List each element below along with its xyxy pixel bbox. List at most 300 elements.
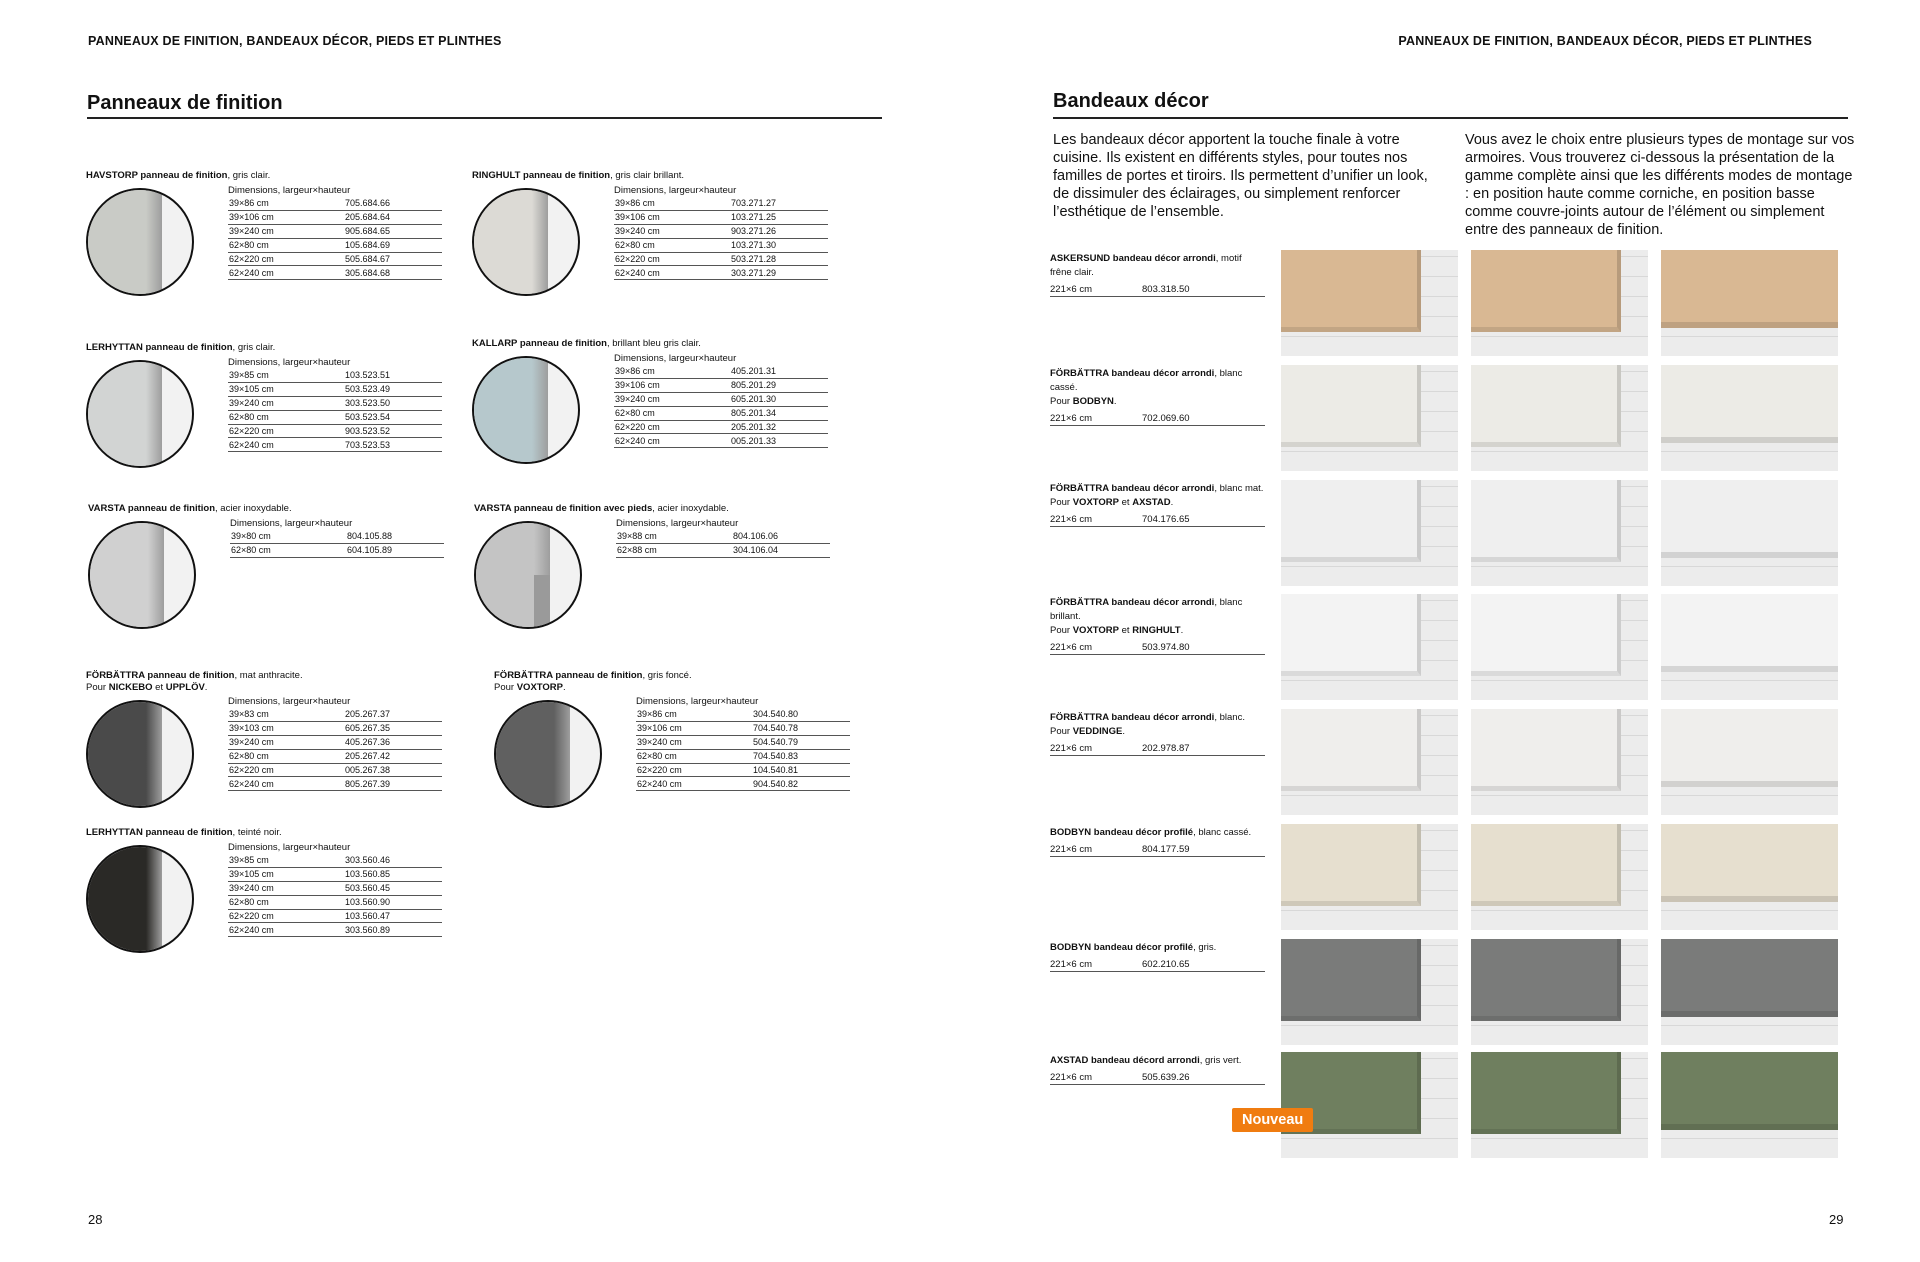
cabinet [1471, 939, 1621, 1021]
product-name: FÖRBÄTTRA panneau de finition [494, 670, 643, 681]
table-row [228, 369, 442, 383]
cabinet [1281, 709, 1421, 791]
panel-sample [88, 521, 164, 629]
bandeau-size: 221×6 cm [1050, 514, 1092, 525]
article-number-cell: 704.540.83 [752, 749, 850, 763]
bandeau-photo [1661, 824, 1838, 930]
cabinet [1661, 939, 1838, 1017]
article-number-cell: 804.106.06 [732, 530, 830, 544]
bandeau-spec-row [1050, 413, 1265, 426]
pour-end: . [563, 682, 566, 693]
table-row [614, 211, 828, 225]
bandeau-size: 221×6 cm [1050, 413, 1092, 424]
bandeau-item [1050, 941, 1265, 972]
bandeau-spec-row [1050, 514, 1265, 527]
table-row [228, 854, 442, 868]
section-rule [87, 117, 882, 119]
product-title [86, 170, 270, 182]
product-name: RINGHULT panneau de finition [472, 170, 611, 181]
bandeau-desc: , gris. [1193, 942, 1217, 953]
bandeau-size: 221×6 cm [1050, 1072, 1092, 1083]
article-number-cell: 103.271.30 [730, 238, 828, 252]
product-name: FÖRBÄTTRA panneau de finition [86, 670, 235, 681]
bandeau-pour: VEDDINGE [1072, 726, 1123, 737]
panel-swatch-image [86, 845, 194, 953]
dimensions-table [614, 197, 828, 280]
article-number-cell: 005.267.38 [344, 763, 442, 777]
right-page [960, 0, 1920, 1262]
table-row [228, 211, 442, 225]
table-row [614, 266, 828, 280]
panel-swatch-image [88, 521, 196, 629]
table-row [614, 225, 828, 239]
article-number-cell: 904.540.82 [752, 777, 850, 791]
bandeau-desc: , blanc mat. [1214, 483, 1264, 494]
bandeau-spec-row [1050, 959, 1265, 972]
cabinet [1471, 824, 1621, 906]
panel-sample [86, 360, 162, 468]
bandeau-photo [1281, 365, 1458, 471]
table-row [614, 197, 828, 211]
product-title [86, 670, 303, 694]
product-forbattra-gris-fonce [494, 670, 874, 820]
panel-swatch-image [472, 188, 580, 296]
bandeau-size: 221×6 cm [1050, 743, 1092, 754]
table-row [228, 197, 442, 211]
article-number-cell: 303.560.89 [344, 923, 442, 937]
article-number-cell: 703.271.27 [730, 197, 828, 211]
bandeau-title [1050, 826, 1265, 840]
cabinet [1471, 365, 1621, 447]
table-row [228, 225, 442, 239]
cabinet [1661, 709, 1838, 787]
table-row [614, 379, 828, 393]
bandeau-pour: VOXTORP et RINGHULT [1072, 625, 1181, 636]
panel-foot [534, 575, 550, 629]
article-number-cell: 605.267.35 [344, 722, 442, 736]
pour-end: . [204, 682, 208, 693]
product-desc: , gris clair. [232, 342, 276, 353]
pour-model: UPPLÖV [165, 682, 205, 693]
table-row [636, 763, 850, 777]
article-number-cell: 103.560.85 [344, 868, 442, 882]
article-number-cell: 704.540.78 [752, 722, 850, 736]
bandeau-photo [1661, 250, 1838, 356]
dimension-cell: 62×220 cm [228, 252, 344, 266]
bandeau-name: FÖRBÄTTRA bandeau décor arrondi [1050, 712, 1215, 723]
bandeau-title: FÖRBÄTTRA bandeau décor arrondi, blanc cassé. Pour BODBYN. [1050, 368, 1243, 407]
article-number-cell: 205.684.64 [344, 211, 442, 225]
article-number-cell: 205.267.37 [344, 708, 442, 722]
dimension-cell: 39×105 cm [228, 383, 344, 397]
dimension-cell: 39×103 cm [228, 722, 344, 736]
dimension-cell: 39×86 cm [614, 197, 730, 211]
section-rule [1053, 117, 1848, 119]
bandeau-photo [1281, 1052, 1458, 1158]
bandeau-spec-row [1050, 844, 1265, 857]
cabinet [1661, 480, 1838, 558]
table-row [636, 722, 850, 736]
bandeau-photo [1471, 365, 1648, 471]
dimension-cell: 62×80 cm [228, 410, 344, 424]
page-header: PANNEAUX DE FINITION, BANDEAUX DÉCOR, PIEDS ET PLINTHES [1398, 34, 1812, 48]
page-number: 28 [88, 1212, 103, 1227]
cabinet [1661, 250, 1838, 328]
cabinet [1281, 594, 1421, 676]
article-number-cell: 703.523.53 [344, 438, 442, 452]
product-name: LERHYTTAN panneau de finition [86, 342, 233, 353]
table-row [614, 420, 828, 434]
product-name: LERHYTTAN panneau de finition [86, 827, 233, 838]
dimension-cell: 62×220 cm [614, 252, 730, 266]
article-number-cell: 103.560.90 [344, 895, 442, 909]
panel-swatch-image [494, 700, 602, 808]
product-desc: , gris clair. [227, 170, 271, 181]
cabinet [1471, 594, 1621, 676]
bandeau-item [1050, 1054, 1265, 1085]
article-number-cell: 805.267.39 [344, 777, 442, 791]
cabinet [1661, 1052, 1838, 1130]
dimension-cell: 62×88 cm [616, 544, 732, 558]
table-row [228, 895, 442, 909]
table-row [228, 882, 442, 896]
bandeau-ref: 704.176.65 [1142, 514, 1190, 525]
product-name: VARSTA panneau de finition avec pieds [474, 503, 653, 514]
dimensions-table [616, 530, 830, 558]
panel-sample [472, 356, 548, 464]
article-number-cell: 505.684.67 [344, 252, 442, 266]
product-desc: , gris clair brillant. [610, 170, 685, 181]
page-number: 29 [1829, 1212, 1844, 1227]
table-row [636, 736, 850, 750]
bandeau-photo [1661, 365, 1838, 471]
bandeau-item [1050, 826, 1265, 857]
intro-right: Vous avez le choix entre plusieurs types de montage sur vos armoires. Vous trouverez ci-dessous la présentation de la gamme complète ainsi que les différents modes de montage : en position haute comme corniche, en position basse comme couvre-joints autour de l’élément ou simplement entre des panneaux de finition. [1465, 132, 1855, 238]
product-name: KALLARP panneau de finition [472, 338, 607, 349]
dimension-cell: 39×105 cm [228, 868, 344, 882]
table-row [228, 383, 442, 397]
pour-model: NICKEBO [108, 682, 153, 693]
page-header: PANNEAUX DE FINITION, BANDEAUX DÉCOR, PIEDS ET PLINTHES [88, 34, 502, 48]
panel-sample [472, 188, 548, 296]
table-row [614, 238, 828, 252]
dimension-cell: 39×106 cm [636, 722, 752, 736]
table-row [228, 909, 442, 923]
bandeau-pour: VOXTORP et AXSTAD [1072, 497, 1171, 508]
panel-swatch-image [472, 356, 580, 464]
dimension-cell: 62×220 cm [636, 763, 752, 777]
cabinet [1661, 824, 1838, 902]
bandeau-name: FÖRBÄTTRA bandeau décor arrondi [1050, 483, 1215, 494]
table-row [636, 749, 850, 763]
product-title [472, 338, 701, 350]
dimension-cell: 62×80 cm [636, 749, 752, 763]
dimension-cell: 62×80 cm [614, 238, 730, 252]
dimension-cell: 62×220 cm [228, 909, 344, 923]
dimensions-header: Dimensions, largeur×hauteur [228, 696, 351, 707]
dimension-cell: 39×86 cm [228, 197, 344, 211]
dimension-cell: 62×240 cm [614, 434, 730, 448]
dimension-cell: 62×220 cm [228, 763, 344, 777]
bandeau-spec-row [1050, 1072, 1265, 1085]
bandeau-title [1050, 252, 1265, 280]
bandeau-photo [1661, 594, 1838, 700]
article-number-cell: 503.523.49 [344, 383, 442, 397]
table-row [228, 266, 442, 280]
product-title [86, 827, 282, 839]
article-number-cell: 905.684.65 [344, 225, 442, 239]
dimension-cell: 39×240 cm [228, 736, 344, 750]
product-title [474, 503, 729, 515]
panel-sample [86, 188, 162, 296]
dimension-cell: 39×86 cm [636, 708, 752, 722]
bandeau-size: 221×6 cm [1050, 959, 1092, 970]
bandeau-photo [1661, 939, 1838, 1045]
dimension-cell: 39×85 cm [228, 854, 344, 868]
bandeau-ref: 202.978.87 [1142, 743, 1190, 754]
article-number-cell: 604.105.89 [346, 544, 444, 558]
table-row [614, 406, 828, 420]
cabinet [1471, 480, 1621, 562]
product-forbattra-anthracite [86, 670, 466, 820]
bandeau-ref: 602.210.65 [1142, 959, 1190, 970]
dimension-cell: 62×80 cm [228, 749, 344, 763]
table-row [636, 777, 850, 791]
bandeau-pour: BODBYN [1072, 396, 1114, 407]
section-title: Panneaux de finition [87, 92, 283, 114]
dimension-cell: 39×240 cm [614, 225, 730, 239]
table-row [230, 544, 444, 558]
dimension-cell: 62×240 cm [228, 438, 344, 452]
article-number-cell: 105.684.69 [344, 238, 442, 252]
dimensions-table [228, 854, 442, 937]
article-number-cell: 103.271.25 [730, 211, 828, 225]
product-desc: , teinté noir. [232, 827, 282, 838]
bandeau-name: FÖRBÄTTRA bandeau décor arrondi [1050, 597, 1215, 608]
article-number-cell: 005.201.33 [730, 434, 828, 448]
bandeau-name: ASKERSUND bandeau décor arrondi [1050, 253, 1216, 264]
bandeau-photo [1471, 939, 1648, 1045]
intro-left: Les bandeaux décor apportent la touche finale à votre cuisine. Ils existent en différents styles, pour toutes nos familles de portes et tiroirs. Ils permettent d’unifier un look, de dissimuler des éclairages, ou simplement renforcer l’esthétique de l’ensemble. [1053, 132, 1428, 220]
article-number-cell: 405.201.31 [730, 365, 828, 379]
article-number-cell: 304.106.04 [732, 544, 830, 558]
table-row [616, 544, 830, 558]
article-number-cell: 804.105.88 [346, 530, 444, 544]
cabinet [1281, 365, 1421, 447]
product-varsta-pieds [474, 503, 854, 653]
bandeau-name: BODBYN bandeau décor profilé [1050, 827, 1194, 838]
article-number-cell: 103.523.51 [344, 369, 442, 383]
article-number-cell: 305.684.68 [344, 266, 442, 280]
dimension-cell: 62×240 cm [228, 777, 344, 791]
dimension-cell: 39×240 cm [228, 225, 344, 239]
table-row [228, 868, 442, 882]
panel-swatch-image [86, 360, 194, 468]
bandeau-title: FÖRBÄTTRA bandeau décor arrondi, blanc. Pour VEDDINGE. [1050, 712, 1245, 737]
product-havstorp [86, 170, 466, 320]
article-number-cell: 303.271.29 [730, 266, 828, 280]
bandeau-spec-row [1050, 743, 1265, 756]
dimension-cell: 62×80 cm [614, 406, 730, 420]
bandeau-desc: , blanc brillant. [1050, 597, 1243, 622]
bandeau-item [1050, 367, 1265, 426]
bandeau-desc: , gris vert. [1199, 1055, 1242, 1066]
article-number-cell: 303.560.46 [344, 854, 442, 868]
cabinet [1281, 939, 1421, 1021]
article-number-cell: 805.201.29 [730, 379, 828, 393]
product-desc: , mat anthracite. [234, 670, 303, 681]
bandeau-photo [1281, 594, 1458, 700]
bandeau-photo [1281, 939, 1458, 1045]
cabinet [1281, 480, 1421, 562]
article-number-cell: 503.560.45 [344, 882, 442, 896]
dimensions-header: Dimensions, largeur×hauteur [616, 518, 739, 529]
pour-prefix: Pour [86, 682, 109, 693]
dimensions-header: Dimensions, largeur×hauteur [228, 842, 351, 853]
bandeau-photo [1661, 709, 1838, 815]
bandeau-title: FÖRBÄTTRA bandeau décor arrondi, blanc mat. Pour VOXTORP et AXSTAD. [1050, 483, 1264, 508]
article-number-cell: 805.201.34 [730, 406, 828, 420]
dimension-cell: 39×106 cm [614, 211, 730, 225]
pour-joiner: et [152, 682, 166, 693]
article-number-cell: 405.267.36 [344, 736, 442, 750]
dimension-cell: 39×240 cm [228, 882, 344, 896]
panel-swatch-image [86, 188, 194, 296]
table-row [614, 393, 828, 407]
article-number-cell: 304.540.80 [752, 708, 850, 722]
bandeau-photo [1471, 594, 1648, 700]
dimension-cell: 39×240 cm [228, 397, 344, 411]
bandeau-title: FÖRBÄTTRA bandeau décor arrondi, blanc brillant. Pour VOXTORP et RINGHULT. [1050, 597, 1243, 636]
dimension-cell: 62×80 cm [230, 544, 346, 558]
table-row [228, 736, 442, 750]
product-name: VARSTA panneau de finition [88, 503, 216, 514]
article-number-cell: 104.540.81 [752, 763, 850, 777]
table-row [228, 410, 442, 424]
product-kallarp [472, 338, 852, 488]
article-number-cell: 205.201.32 [730, 420, 828, 434]
bandeau-photo [1471, 250, 1648, 356]
table-row [228, 424, 442, 438]
bandeau-title [1050, 1054, 1265, 1068]
table-row [228, 777, 442, 791]
table-row [228, 438, 442, 452]
article-number-cell: 504.540.79 [752, 736, 850, 750]
cabinet [1281, 250, 1421, 332]
article-number-cell: 303.523.50 [344, 397, 442, 411]
product-lerhyttan-noir [86, 827, 466, 977]
dimension-cell: 62×220 cm [614, 420, 730, 434]
article-number-cell: 103.560.47 [344, 909, 442, 923]
bandeau-ref: 803.318.50 [1142, 284, 1190, 295]
dimensions-table [228, 369, 442, 452]
bandeau-spec-row [1050, 642, 1265, 655]
bandeau-name: FÖRBÄTTRA bandeau décor arrondi [1050, 368, 1215, 379]
product-desc: , acier inoxydable. [215, 503, 292, 514]
dimension-cell: 62×80 cm [228, 238, 344, 252]
product-title [472, 170, 684, 182]
bandeau-photo [1471, 480, 1648, 586]
bandeau-photo [1661, 1052, 1838, 1158]
table-row [228, 722, 442, 736]
pour-prefix: Pour [494, 682, 517, 693]
dimension-cell: 39×88 cm [616, 530, 732, 544]
product-desc: , acier inoxydable. [652, 503, 729, 514]
section-title: Bandeaux décor [1053, 90, 1209, 112]
panel-sample [86, 700, 162, 808]
dimension-cell: 39×80 cm [230, 530, 346, 544]
bandeau-desc: , blanc cassé. [1050, 368, 1243, 393]
dimensions-table [636, 708, 850, 791]
dimensions-header: Dimensions, largeur×hauteur [636, 696, 759, 707]
bandeau-title [1050, 941, 1265, 955]
panel-sample [494, 700, 570, 808]
dimension-cell: 39×83 cm [228, 708, 344, 722]
product-name: HAVSTORP panneau de finition [86, 170, 228, 181]
bandeau-photo [1281, 709, 1458, 815]
product-ringhult [472, 170, 852, 320]
table-row [228, 238, 442, 252]
cabinet [1471, 709, 1621, 791]
panel-sample [86, 845, 162, 953]
pour-model: VOXTORP [516, 682, 563, 693]
product-title [88, 503, 292, 515]
bandeau-photo [1281, 250, 1458, 356]
dimension-cell: 62×80 cm [228, 895, 344, 909]
bandeau-item [1050, 482, 1265, 527]
nouveau-badge: Nouveau [1232, 1108, 1313, 1132]
bandeau-photo [1471, 1052, 1648, 1158]
bandeau-desc: , blanc cassé. [1193, 827, 1252, 838]
bandeau-photo [1471, 709, 1648, 815]
dimension-cell: 39×106 cm [228, 211, 344, 225]
bandeau-ref: 503.974.80 [1142, 642, 1190, 653]
table-row [614, 252, 828, 266]
cabinet [1471, 250, 1621, 332]
article-number-cell: 205.267.42 [344, 749, 442, 763]
product-title [494, 670, 692, 694]
dimension-cell: 62×240 cm [228, 923, 344, 937]
dimension-cell: 62×240 cm [614, 266, 730, 280]
article-number-cell: 903.271.26 [730, 225, 828, 239]
article-number-cell: 903.523.52 [344, 424, 442, 438]
table-row [228, 397, 442, 411]
bandeau-photo [1281, 824, 1458, 930]
bandeau-spec-row [1050, 284, 1265, 297]
dimension-cell: 39×240 cm [614, 393, 730, 407]
article-number-cell: 605.201.30 [730, 393, 828, 407]
table-row [228, 763, 442, 777]
dimension-cell: 39×86 cm [614, 365, 730, 379]
product-varsta [88, 503, 468, 653]
dimension-cell: 62×240 cm [228, 266, 344, 280]
cabinet [1661, 594, 1838, 672]
bandeau-name: AXSTAD bandeau décord arrondi [1050, 1055, 1200, 1066]
cabinet [1281, 824, 1421, 906]
bandeau-item [1050, 252, 1265, 297]
dimensions-table [230, 530, 444, 558]
dimension-cell: 62×240 cm [636, 777, 752, 791]
dimensions-header: Dimensions, largeur×hauteur [228, 185, 351, 196]
product-title [86, 342, 275, 354]
bandeau-name: BODBYN bandeau décor profilé [1050, 942, 1194, 953]
product-lerhyttan-gris [86, 342, 466, 492]
table-row [230, 530, 444, 544]
bandeau-ref: 505.639.26 [1142, 1072, 1190, 1083]
dimensions-header: Dimensions, largeur×hauteur [614, 185, 737, 196]
panel-swatch-image [86, 700, 194, 808]
dimensions-table [614, 365, 828, 448]
